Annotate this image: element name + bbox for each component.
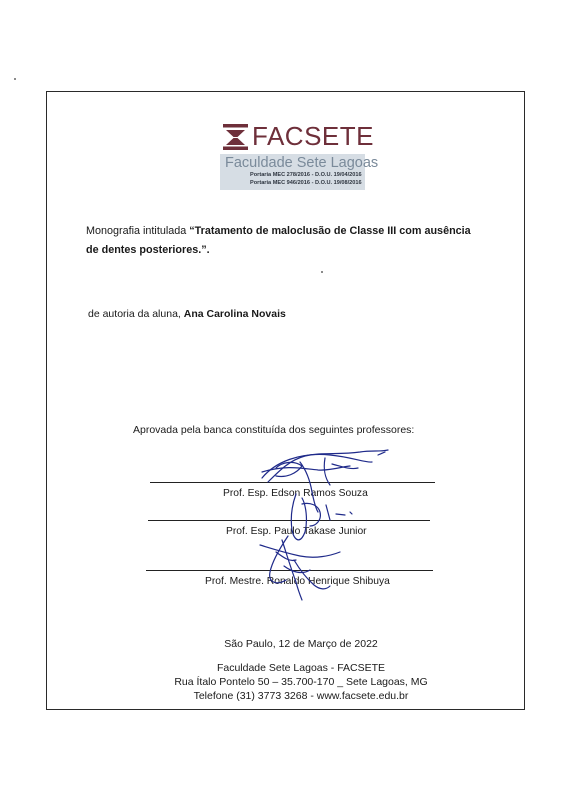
monograph-title (86, 222, 486, 260)
professor-name-1: Prof. Esp. Edson Ramos Souza (223, 488, 368, 499)
logo-band (220, 154, 379, 190)
professor-name-2: Prof. Esp. Paulo Takase Junior (226, 526, 367, 537)
approval-statement: Aprovada pela banca constituída dos seguintes professores: (133, 424, 415, 436)
signature-line-2 (148, 520, 430, 521)
logo-mark-icon (223, 124, 248, 150)
title-bold: “Tratamento de maloclusão de Classe III com ausência de dentes posteriores.”. (86, 225, 471, 256)
scan-speck (14, 78, 16, 80)
title-prefix: Monografia intitulada (86, 225, 190, 237)
logo-portaria-2: Portaria MEC 946/2016 - D.O.U. 19/08/2016 (250, 180, 362, 186)
signature-line-1 (150, 482, 435, 483)
contact-line: Telefone (31) 3773 3268 - www.facsete.edu.br (193, 690, 409, 702)
institution-line: Faculdade Sete Lagoas - FACSETE (216, 662, 386, 674)
signature-line-3 (146, 570, 433, 571)
address-line: Rua Ítalo Pontelo 50 – 35.700-170 _ Sete Lagoas, MG (174, 676, 428, 688)
author-name: Ana Carolina Novais (183, 308, 286, 320)
logo-header (220, 118, 374, 154)
author-line (88, 308, 286, 320)
logo-brand-text: FACSETE (252, 121, 374, 151)
date-line: São Paulo, 12 de Março de 2022 (224, 638, 378, 650)
logo-portaria-1: Portaria MEC 278/2016 - D.O.U. 19/04/2016 (250, 172, 362, 178)
facsete-logo (220, 118, 379, 190)
professor-name-3: Prof. Mestre. Ronaldo Henrique Shibuya (205, 576, 390, 587)
author-prefix: de autoria da aluna, (88, 308, 184, 320)
logo-subtitle: Faculdade Sete Lagoas (225, 155, 379, 171)
